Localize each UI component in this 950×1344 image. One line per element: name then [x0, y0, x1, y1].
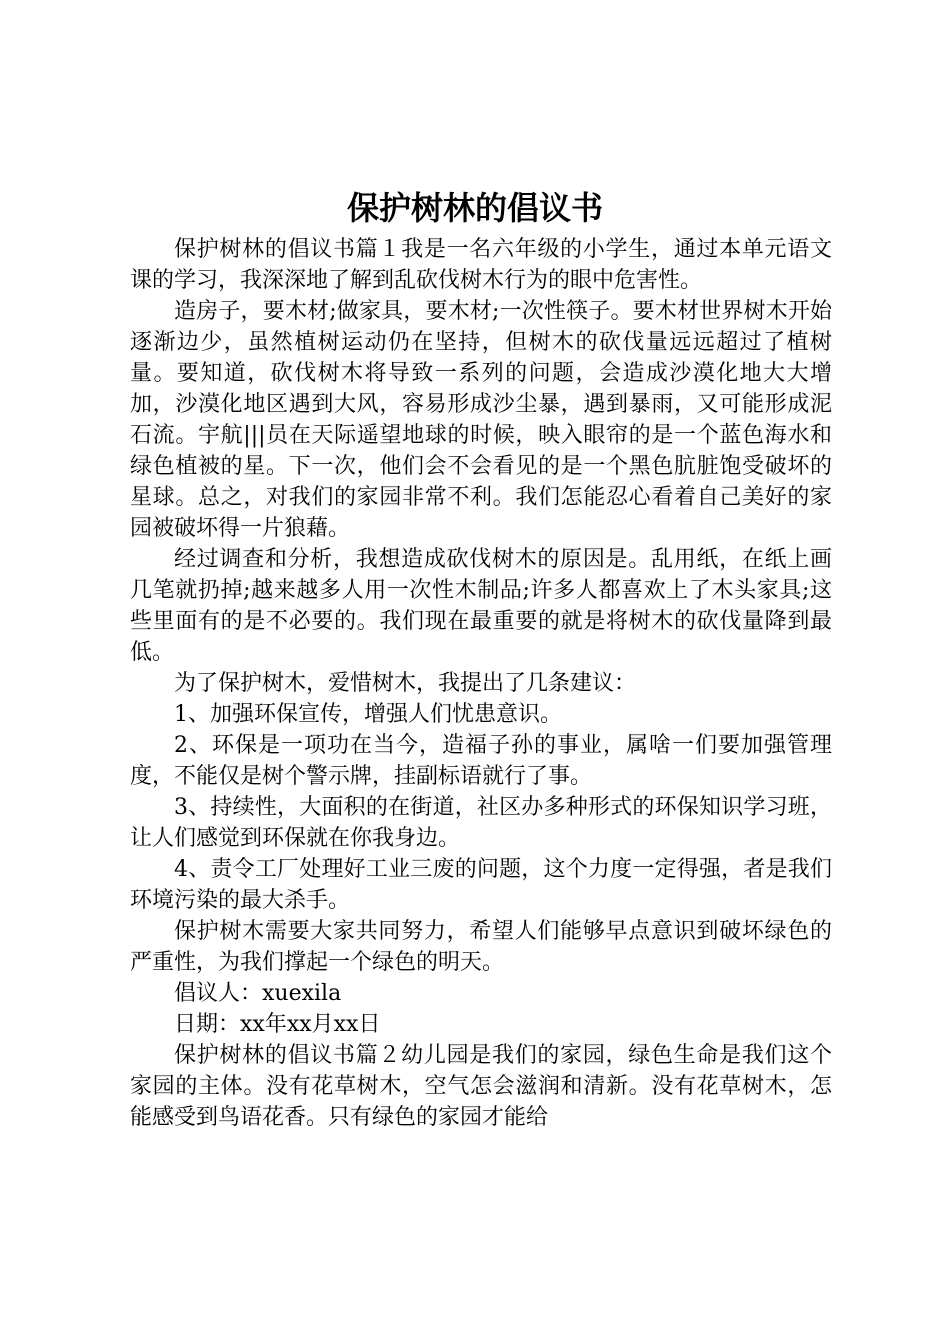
paragraph-causes: 经过调查和分析，我想造成砍伐树木的原因是。乱用纸，在纸上画几笔就扔掉;越来越多人用一次性木制品;许多人都喜欢上了木头家具;这些里面有的是不必要的。我们现在最重要的就是将树木的砍伐量降到最低。 — [130, 547, 832, 665]
date-line: 日期：xx年xx月xx日 — [174, 1012, 381, 1037]
page-title: 保护树林的倡议书 — [346, 189, 603, 227]
document-body — [130, 234, 832, 1133]
paragraph-problem: 造房子，要木材;做家具，要木材;一次性筷子。要木材世界树木开始逐渐边少，虽然植树运动仍在坚持，但树木的砍伐量远远超过了植树量。要知道，砍伐树木将导致一系列的问题，会造成沙漠化地大大增加，沙漠化地区遇到大风，容易形成沙尘暴，遇到暴雨，又可能形成泥石流。宇航|||员在天际遥望地球的时候，映入眼帘的是一个蓝色海水和绿色植被的星。下一次，他们会不会看见的是一个黑色肮脏饱受破坏的星球。总之，对我们的家园非常不利。我们怎能忍心看着自己美好的家园被破坏得一片狼藉。 — [130, 299, 832, 541]
suggestion-item-4: 4、责令工厂处理好工业三废的问题，这个力度一定得强，者是我们环境污染的最大杀手。 — [130, 857, 832, 913]
paragraph-suggestions-lead: 为了保护树木，爱惜树木，我提出了几条建议： — [174, 671, 637, 696]
paragraph-closing: 保护树木需要大家共同努力，希望人们能够早点意识到破坏绿色的严重性，为我们撑起一个绿色的明天。 — [130, 919, 832, 975]
signature-line: 倡议人：xuexila — [174, 981, 342, 1006]
paragraph-part-2: 保护树林的倡议书篇２幼儿园是我们的家园，绿色生命是我们这个家园的主体。没有花草树木，空气怎会滋润和清新。没有花草树木，怎能感受到鸟语花香。只有绿色的家园才能给 — [130, 1043, 832, 1130]
suggestion-item-1: 1、加强环保宣传，增强人们忧患意识。 — [174, 702, 562, 727]
paragraph-intro: 保护树林的倡议书篇１我是一名六年级的小学生，通过本单元语文课的学习，我深深地了解到乱砍伐树木行为的眼中危害性。 — [130, 237, 832, 293]
suggestion-item-3: 3、持续性，大面积的在街道，社区办多种形式的环保知识学习班，让人们感觉到环保就在你我身边。 — [130, 795, 832, 851]
suggestion-item-2: 2、环保是一项功在当今，造福子孙的事业，属啥一们要加强管理度，不能仅是树个警示牌，挂副标语就行了事。 — [130, 733, 832, 789]
